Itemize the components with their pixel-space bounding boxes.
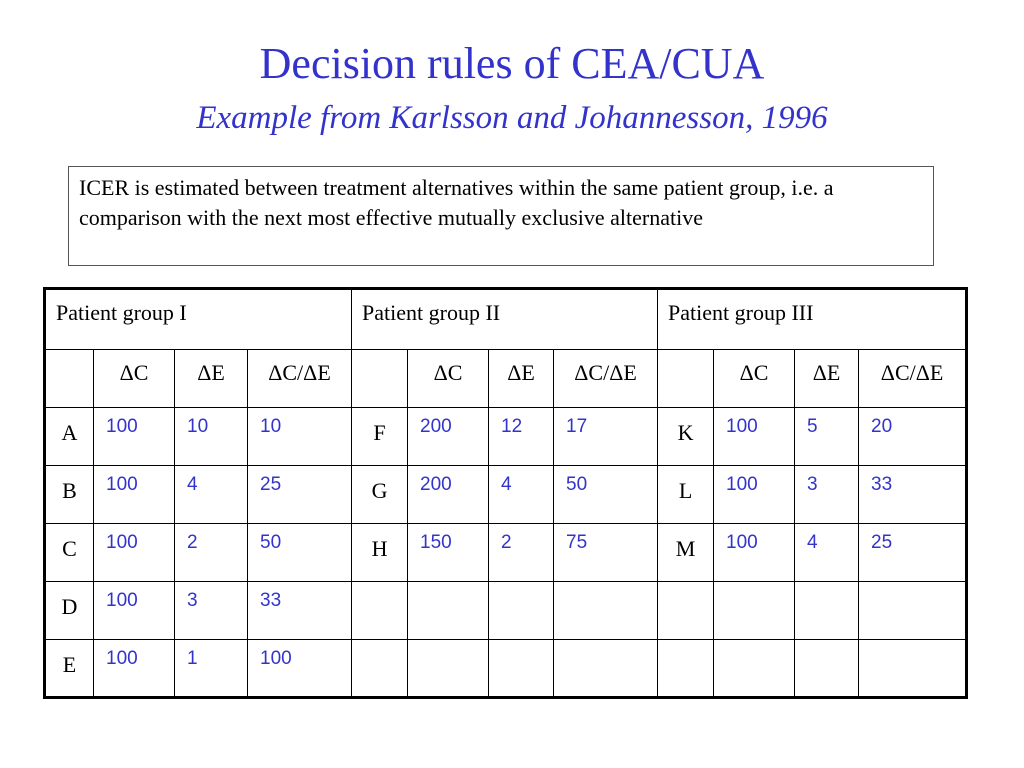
group-header-cell: Patient group III — [658, 289, 967, 350]
icer-cell — [859, 582, 967, 640]
alternative-label: M — [658, 524, 714, 582]
icer-cell: 75 — [554, 524, 658, 582]
group-header-cell: Patient group II — [352, 289, 658, 350]
column-header-cell — [658, 350, 714, 408]
column-header-cell: ΔC — [94, 350, 175, 408]
group-header-cell: Patient group I — [45, 289, 352, 350]
delta-effect-cell — [489, 640, 554, 698]
column-header-cell: ΔE — [489, 350, 554, 408]
alternative-label — [658, 640, 714, 698]
slide-title: Decision rules of CEA/CUA — [259, 39, 765, 88]
icer-cell: 17 — [554, 408, 658, 466]
delta-cost-cell: 100 — [94, 524, 175, 582]
delta-cost-cell: 100 — [94, 582, 175, 640]
icer-cell: 33 — [859, 466, 967, 524]
alternative-label: A — [45, 408, 94, 466]
delta-effect-cell — [795, 640, 859, 698]
table-row — [45, 582, 967, 640]
delta-effect-cell: 2 — [175, 524, 248, 582]
alternative-label: C — [45, 524, 94, 582]
icer-cell — [554, 640, 658, 698]
alternative-label: K — [658, 408, 714, 466]
column-header-cell: ΔC/ΔE — [554, 350, 658, 408]
alternative-label: D — [45, 582, 94, 640]
column-header-cell: ΔE — [795, 350, 859, 408]
column-header-cell: ΔE — [175, 350, 248, 408]
delta-effect-cell: 4 — [489, 466, 554, 524]
delta-effect-cell — [795, 582, 859, 640]
icer-cell: 25 — [859, 524, 967, 582]
icer-cell: 25 — [248, 466, 352, 524]
slide-subtitle: Example from Karlsson and Johannesson, 1996 — [196, 100, 828, 136]
delta-effect-cell: 3 — [795, 466, 859, 524]
icer-cell: 10 — [248, 408, 352, 466]
icer-cell: 50 — [554, 466, 658, 524]
delta-cost-cell: 100 — [714, 408, 795, 466]
alternative-label: B — [45, 466, 94, 524]
icer-cell — [859, 640, 967, 698]
delta-effect-cell: 1 — [175, 640, 248, 698]
icer-cell: 50 — [248, 524, 352, 582]
alternative-label: E — [45, 640, 94, 698]
alternative-label — [658, 582, 714, 640]
delta-cost-cell — [714, 582, 795, 640]
delta-cost-cell: 200 — [408, 466, 489, 524]
table-row — [45, 466, 967, 524]
column-header-cell: ΔC — [408, 350, 489, 408]
delta-effect-cell: 10 — [175, 408, 248, 466]
delta-cost-cell — [408, 582, 489, 640]
column-header-row — [45, 350, 967, 408]
icer-cell — [554, 582, 658, 640]
delta-effect-cell — [489, 582, 554, 640]
delta-cost-cell: 200 — [408, 408, 489, 466]
delta-cost-cell: 150 — [408, 524, 489, 582]
column-header-cell: ΔC/ΔE — [859, 350, 967, 408]
alternative-label — [352, 582, 408, 640]
delta-effect-cell: 12 — [489, 408, 554, 466]
delta-cost-cell: 100 — [94, 640, 175, 698]
cea-table — [43, 287, 968, 699]
alternative-label: F — [352, 408, 408, 466]
table-row — [45, 408, 967, 466]
delta-cost-cell: 100 — [714, 524, 795, 582]
table-row — [45, 640, 967, 698]
column-header-cell — [45, 350, 94, 408]
delta-cost-cell: 100 — [94, 466, 175, 524]
delta-effect-cell: 3 — [175, 582, 248, 640]
delta-effect-cell: 4 — [175, 466, 248, 524]
icer-cell: 20 — [859, 408, 967, 466]
delta-effect-cell: 4 — [795, 524, 859, 582]
column-header-cell: ΔC/ΔE — [248, 350, 352, 408]
group-header-row — [45, 289, 967, 350]
icer-note-box: ICER is estimated between treatment alternatives within the same patient group, i.e. a comparison with the next most effective mutually exclusive alternative — [68, 166, 934, 266]
alternative-label — [352, 640, 408, 698]
delta-effect-cell: 5 — [795, 408, 859, 466]
delta-effect-cell: 2 — [489, 524, 554, 582]
delta-cost-cell — [714, 640, 795, 698]
delta-cost-cell — [408, 640, 489, 698]
alternative-label: H — [352, 524, 408, 582]
delta-cost-cell: 100 — [714, 466, 795, 524]
alternative-label: L — [658, 466, 714, 524]
icer-cell: 33 — [248, 582, 352, 640]
delta-cost-cell: 100 — [94, 408, 175, 466]
column-header-cell: ΔC — [714, 350, 795, 408]
table-row — [45, 524, 967, 582]
alternative-label: G — [352, 466, 408, 524]
column-header-cell — [352, 350, 408, 408]
icer-cell: 100 — [248, 640, 352, 698]
